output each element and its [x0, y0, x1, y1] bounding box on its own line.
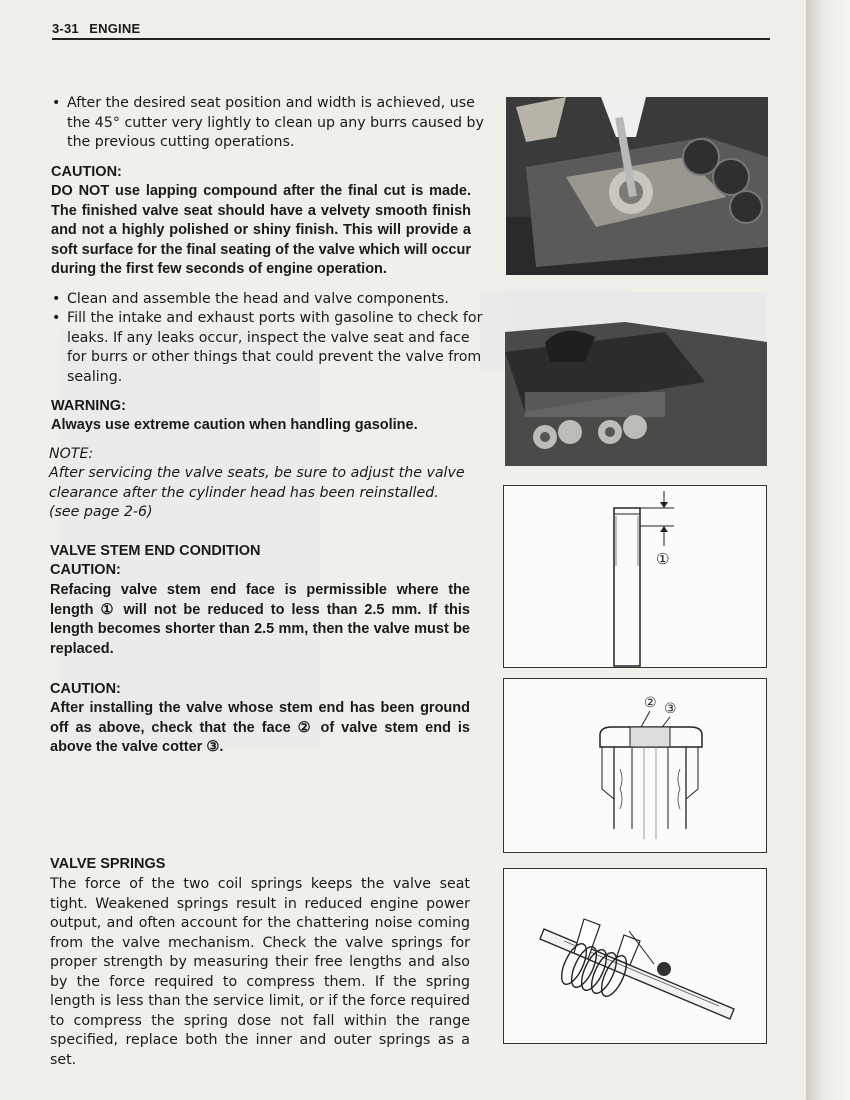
section-title: ENGINE: [89, 21, 141, 36]
stem-end-heading: VALVE STEM END CONDITION: [50, 543, 261, 559]
photo-cylinder-head: [505, 292, 767, 466]
caution-body-2: Refacing valve stem end face is permissible where the length ① will not be reduced to less than 2.5 mm. If this length becomes shorter than 2.5 mm, then the valve must be replaced.: [50, 582, 470, 657]
figure-stem-end: [503, 485, 767, 668]
diagram-spring-caliper: [504, 869, 766, 1043]
caution-title-1: CAUTION:: [51, 164, 122, 180]
caution-body-3: After installing the valve whose stem end has been ground off as above, check that the face ② of valve stem end is above the valve cotter ③.: [50, 700, 470, 755]
note-title: NOTE:: [49, 446, 94, 462]
label-2: ②: [644, 695, 657, 711]
warning-body: Always use extreme caution when handling gasoline.: [51, 417, 418, 433]
caution-title-3: CAUTION:: [50, 681, 121, 697]
note-body: After servicing the valve seats, be sure to adjust the valve clearance after the cylinder head has been reinstalled. (see page 2-6): [49, 465, 465, 520]
bullet-leaks: • Fill the intake and exhaust ports with gasoline to check for leaks. If any leaks occur, inspect the valve seat and face for burrs or other things that could prevent the valve from sealing.: [50, 309, 487, 387]
label-1: ①: [656, 550, 670, 568]
photo-valve-seat-cutting: [506, 97, 768, 275]
bullet-burrs: • After the desired seat position and width is achieved, use the 45° cutter very lightly to clean up any burrs caused by the previous cutting operations.: [50, 94, 487, 153]
figure-valve-cotter: [503, 678, 767, 853]
diagram-stem-end: [504, 486, 766, 667]
bullet-clean: • Clean and assemble the head and valve components.: [50, 290, 487, 310]
valve-springs-heading: VALVE SPRINGS: [50, 856, 166, 872]
page-edge: [806, 0, 850, 1100]
caution-body-1: DO NOT use lapping compound after the final cut is made. The finished valve seat should have a velvety smooth finish and not a highly polished or shiny finish. This will provide a soft surface for the final seating of the valve which will occur during the first few seconds of engine operation.: [51, 183, 471, 277]
warning-title: WARNING:: [51, 398, 126, 414]
label-3: ③: [664, 701, 677, 717]
caution-title-2: CAUTION:: [50, 562, 121, 578]
page-header: [52, 20, 770, 40]
figure-spring-caliper: [503, 868, 767, 1044]
diagram-valve-cotter: [504, 679, 766, 852]
valve-springs-body: The force of the two coil springs keeps the valve seat tight. Weakened springs result in reduced engine power output, and often account for the chattering noise coming from the valve mechanism. Check the valve springs for proper strength by measuring their free lengths and also by the force required to compress them. If the spring length is less than the service limit, or if the force required to compress the spring dose not fall within the range specified, replace both the inner and outer springs as a set.: [50, 876, 470, 1068]
page-number: 3-31: [52, 21, 79, 36]
